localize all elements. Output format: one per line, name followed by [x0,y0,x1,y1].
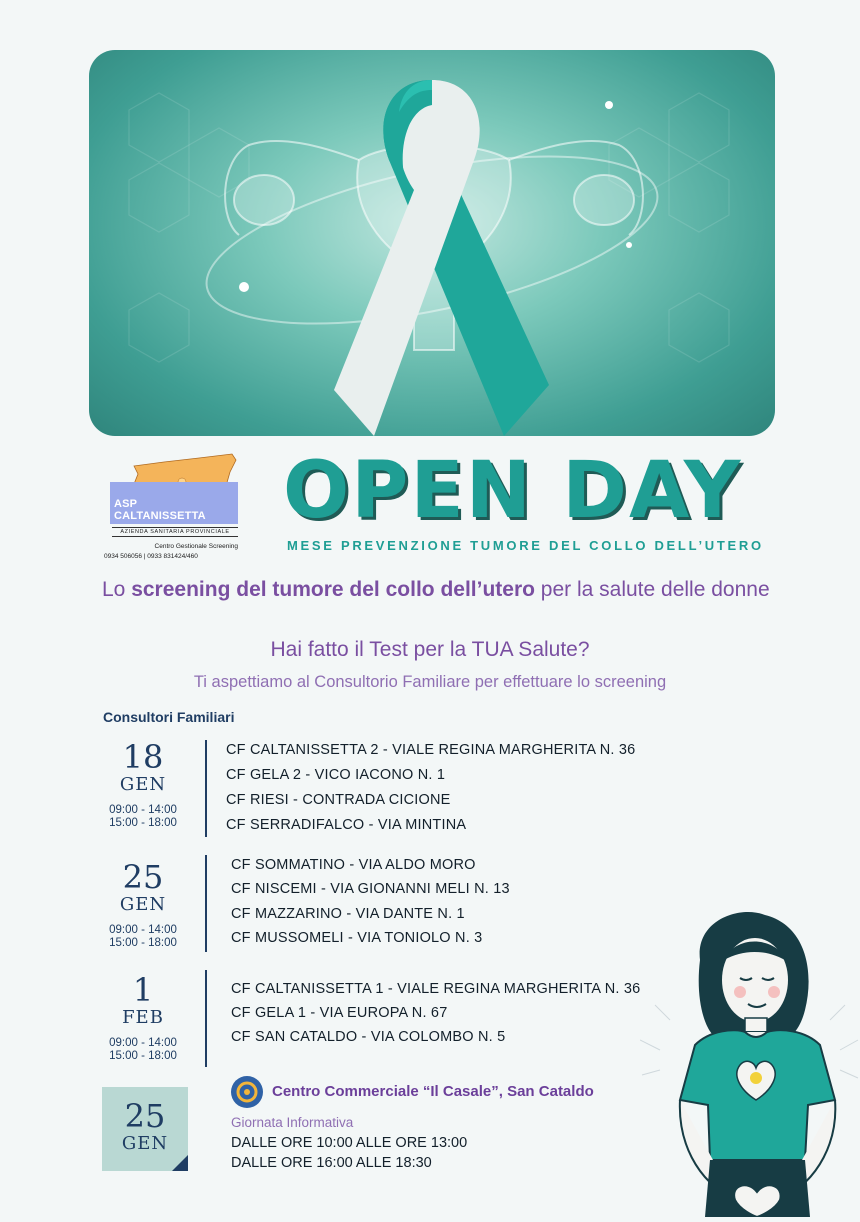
event-date-badge [102,1087,188,1171]
location-item: CF MAZZARINO - VIA DANTE N. 1 [231,906,465,922]
event-subtitle: Giornata Informativa [231,1115,354,1130]
logo-phones: 0934 506056 | 0933 831424/460 [104,553,198,560]
date-hours [100,1037,186,1063]
hours-afternoon: 15:00 - 18:00 [109,817,177,829]
badge-day: 25 [124,1097,166,1135]
logo-centro: Centro Gestionale Screening [154,543,238,550]
hours-afternoon: 15:00 - 18:00 [109,937,177,949]
page-title: OPEN DAY [283,446,743,536]
hours-afternoon: 15:00 - 18:00 [109,1050,177,1062]
logo-text-caltanissetta: CALTANISSETTA [114,510,206,522]
date-month: FEB [122,1007,164,1028]
section-label: Consultori Familiari [103,709,235,725]
hero-image [89,50,775,436]
location-item: CF GELA 1 - VIA EUROPA N. 67 [231,1005,448,1021]
date-day: 1 [132,971,154,1009]
event-hours-line: DALLE ORE 16:00 ALLE 18:30 [231,1155,432,1171]
location-item: CF SOMMATINO - VIA ALDO MORO [231,857,476,873]
page-subtitle: MESE PREVENZIONE TUMORE DEL COLLO DELL’UTERO [287,538,764,553]
date-block-3 [100,973,186,1063]
logo-subtitle: AZIENDA SANITARIA PROVINCIALE [112,527,238,537]
location-item: CF SERRADIFALCO - VIA MINTINA [226,817,467,833]
hours-morning: 09:00 - 14:00 [109,1037,177,1049]
date-month: GEN [119,774,167,795]
badge-fold-corner [172,1155,188,1171]
woman-illustration [640,900,860,1222]
awareness-ribbon-illustration [89,50,775,436]
location-item: CF RIESI - CONTRADA CICIONE [226,792,451,808]
lead-text [102,576,782,603]
date-hours [100,804,186,830]
divider-line [205,970,207,1067]
lead-post: per la salute delle donne [534,578,770,601]
event-logo-icon [231,1076,263,1108]
asp-logo [104,452,244,567]
lead-pre: Lo [102,578,132,601]
location-item: CF SAN CATALDO - VIA COLOMBO N. 5 [231,1029,506,1045]
location-item: CF GELA 2 - VICO IACONO N. 1 [226,767,446,783]
date-hours [100,924,186,950]
date-day: 18 [122,738,164,776]
hours-morning: 09:00 - 14:00 [109,924,177,936]
lead-bold: screening del tumore del collo dell’utero [131,578,535,601]
location-item: CF CALTANISSETTA 1 - VIALE REGINA MARGHERITA N. 36 [231,981,641,997]
location-item: CF NISCEMI - VIA GIONANNI MELI N. 13 [231,881,510,897]
divider-line [205,855,207,952]
question-text: Hai fatto il Test per la TUA Salute? [270,638,590,661]
location-item: CF MUSSOMELI - VIA TONIOLO N. 3 [231,930,483,946]
badge-month: GEN [121,1133,169,1154]
date-block-2 [100,860,186,950]
date-day: 25 [122,858,164,896]
divider-line [205,740,207,837]
hours-morning: 09:00 - 14:00 [109,804,177,816]
invite-text: Ti aspettiamo al Consultorio Familiare per effettuare lo screening [193,673,667,691]
date-month: GEN [119,894,167,915]
event-title: Centro Commerciale “Il Casale”, San Cataldo [272,1083,594,1100]
event-hours-line: DALLE ORE 10:00 ALLE ORE 13:00 [231,1135,468,1151]
location-item: CF CALTANISSETTA 2 - VIALE REGINA MARGHERITA N. 36 [226,742,636,758]
logo-text-asp: ASP [114,498,138,510]
date-block-1 [100,740,186,830]
